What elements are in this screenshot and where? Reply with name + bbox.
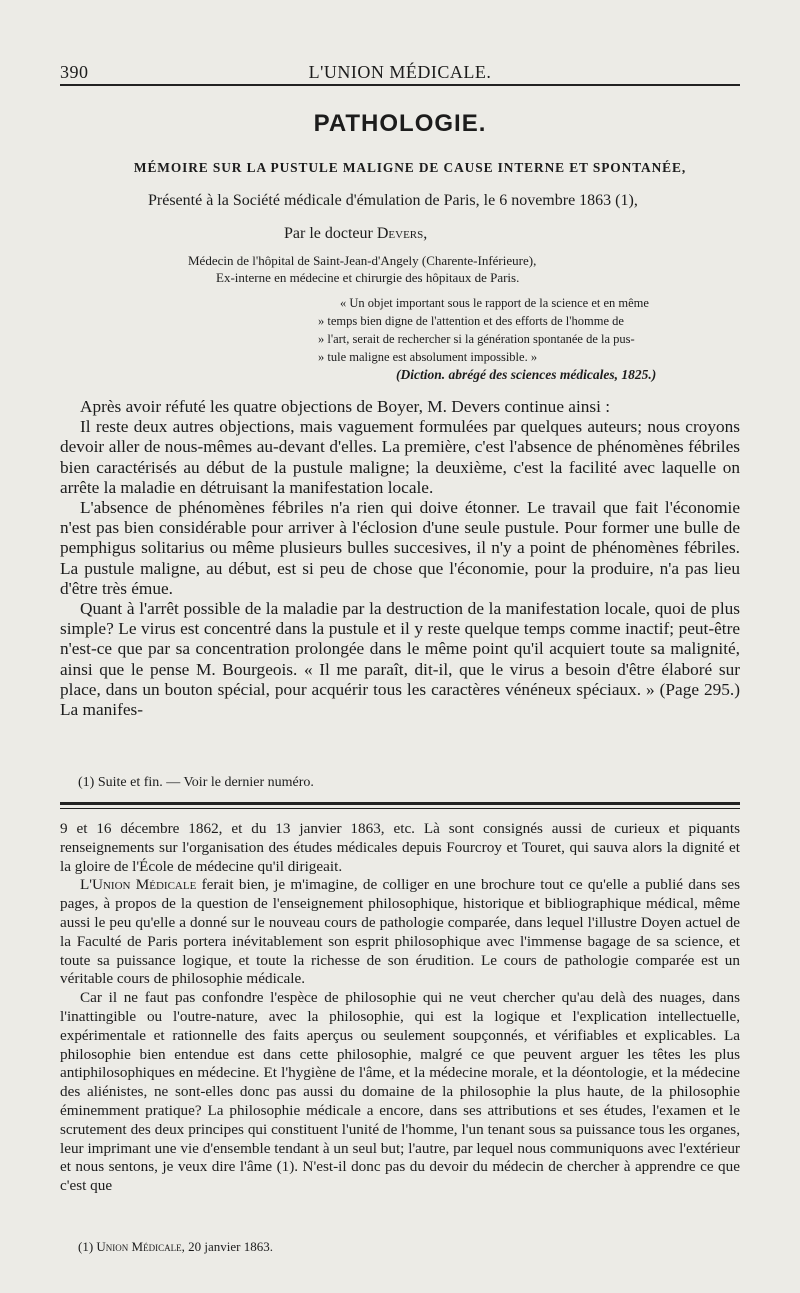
- author-line: [284, 225, 427, 243]
- author-name: Devers: [376, 225, 424, 242]
- epigraph-line: « Un objet important sous le rapport de la science et en même: [340, 296, 649, 310]
- footnote-date: , 20 janvier 1863.: [181, 1239, 273, 1254]
- journal-title: L'UNION MÉDICALE.: [308, 62, 492, 82]
- author-prefix: Par le docteur: [284, 225, 373, 242]
- body-paragraph: Quant à l'arrêt possible de la maladie par la destruction de la manifestation locale, quoi de plus simple? Le virus est concentré dans la pustule et il y reste quelque temps comme inactif; peut-être n'est-ce que par sa concentration prolongée dans le même point qu'il acquiert toute sa malignité, ainsi que le pense M. Bourgeois. « Il me paraît, dit-il, que le virus a besoin d'être élaboré sur place, dans un bouton spécial, pour acquérir tous les caractères vénéneux spéciaux. » (Page 295.) La manifes-: [60, 599, 740, 720]
- body-paragraph: L'absence de phénomènes fébriles n'a rien qui doive étonner. Le travail que fait l'économie n'est pas bien considérable pour arriver à l'éclosion d'une seule pustule. Pour former une bulle de pemphigus solitarius ou même plusieurs bulles succesives, il n'y a point de phénomènes fébriles. La pustule maligne, au début, est si peu de chose que l'économie, pour la produire, n'a pas lieu d'être très émue.: [60, 498, 740, 598]
- author-suffix: ,: [423, 225, 428, 242]
- page-number: 390: [60, 62, 89, 82]
- feuilleton-paragraph-text: ferait bien, je m'imagine, de colliger en une brochure tout ce qu'elle a publié dans ses pages, à propos de la question de l'enseignement philosophique, historique et bibliographique médical, même aussi le peu qu'elle a donné sur le nouveau cours de pathologie comparée, dans lequel l'illustre Doyen actuel de la Faculté de Paris portera inévitablement son esprit philosophique avec l'immense bagage de sa science, et toute sa puissance logique, et toute la richesse de son érudition. Le cours de pathologie comparée est un véritable cours de philosophie médicale.: [60, 876, 740, 988]
- footnote: (1) Suite et fin. — Voir le dernier numéro.: [78, 775, 314, 790]
- author-affiliation-1: Médecin de l'hôpital de Saint-Jean-d'Angely (Charente-Inférieure),: [188, 253, 537, 268]
- author-affiliation-2: Ex-interne en médecine et chirurgie des hôpitaux de Paris.: [216, 270, 520, 285]
- body-paragraph: Il reste deux autres objections, mais vaguement formulées par quelques auteurs; nous croyons devoir aller de nous-mêmes au-devant d'elles. La première, c'est l'absence de phénomènes fébriles bien caractérisés au début de la pustule maligne; la deuxième, c'est la facilité avec laquelle on arrête la maladie en détruisant la manifestation locale.: [60, 417, 740, 497]
- section-title: PATHOLOGIE.: [313, 110, 487, 137]
- feuilleton-divider-thin: [60, 808, 740, 809]
- feuilleton-paragraph: 9 et 16 décembre 1862, et du 13 janvier 1863, etc. Là sont consignés aussi de curieux et piquants renseignements sur l'organisation des études médicales depuis Fourcroy et Touret, qui sauva alors la dignité et la gloire de l'École de médecine qu'il dirigeait.: [60, 820, 740, 875]
- epigraph-source: (Diction. abrégé des sciences médicales, 1825.): [396, 367, 657, 382]
- epigraph-line: » temps bien digne de l'attention et des efforts de l'homme de: [318, 314, 624, 328]
- journal-name-inline: L'Union Médicale: [80, 876, 197, 894]
- article-title: MÉMOIRE SUR LA PUSTULE MALIGNE DE CAUSE INTERNE ET SPONTANÉE,: [133, 160, 687, 175]
- article-body: [60, 397, 740, 720]
- footnote-journal: Union Médicale: [96, 1239, 182, 1254]
- footnote-number: (1): [78, 1239, 94, 1254]
- epigraph-line: » l'art, serait de rechercher si la génération spontanée de la pus-: [318, 332, 635, 346]
- feuilleton-paragraph: [60, 876, 740, 989]
- feuilleton-footnote: [78, 1239, 273, 1255]
- feuilleton-divider: [60, 802, 740, 805]
- page-header: [60, 60, 740, 86]
- body-paragraph: Après avoir réfuté les quatre objections de Boyer, M. Devers continue ainsi :: [80, 397, 611, 416]
- feuilleton-text: [60, 820, 740, 1196]
- feuilleton-paragraph: Car il ne faut pas confondre l'espèce de philosophie qui ne veut chercher qu'au delà des nuages, dans l'inattingible ou l'outre-nature, avec la philosophie, qui est la logique et l'explication intellectuelle, expérimentale et rationnelle des faits aperçus ou seulement soupçonnés, et vérifiables et explicables. La philosophie bien entendue est dans cette philosophie, malgré ce que peuvent arguer les têtes les plus antiphilosophiques en médecine. Et l'hygiène de l'âme, et la médecine morale, et la déontologie, et la médecine des aliénistes, ne sont-elles donc pas aussi du domaine de la philosophie la plus haute, de la philosophie éminemment pratique? La philosophie médicale a encore, dans ses attributions et ses études, l'examen et le scrutement des deux principes qui constituent l'unité de l'homme, l'un tenant sous sa puissance tous les organes, leur imprimant une vie d'ensemble tendant à un seul but; l'autre, par lequel nous communiquons avec l'extérieur et nous sentons, je veux dire l'âme (1). N'est-il donc pas du devoir du médecin de chercher à apprendre ce que c'est que: [60, 989, 740, 1195]
- epigraph-line: » tule maligne est absolument impossible. »: [318, 350, 538, 364]
- article-presented-line: Présenté à la Société médicale d'émulation de Paris, le 6 novembre 1863 (1),: [148, 192, 638, 209]
